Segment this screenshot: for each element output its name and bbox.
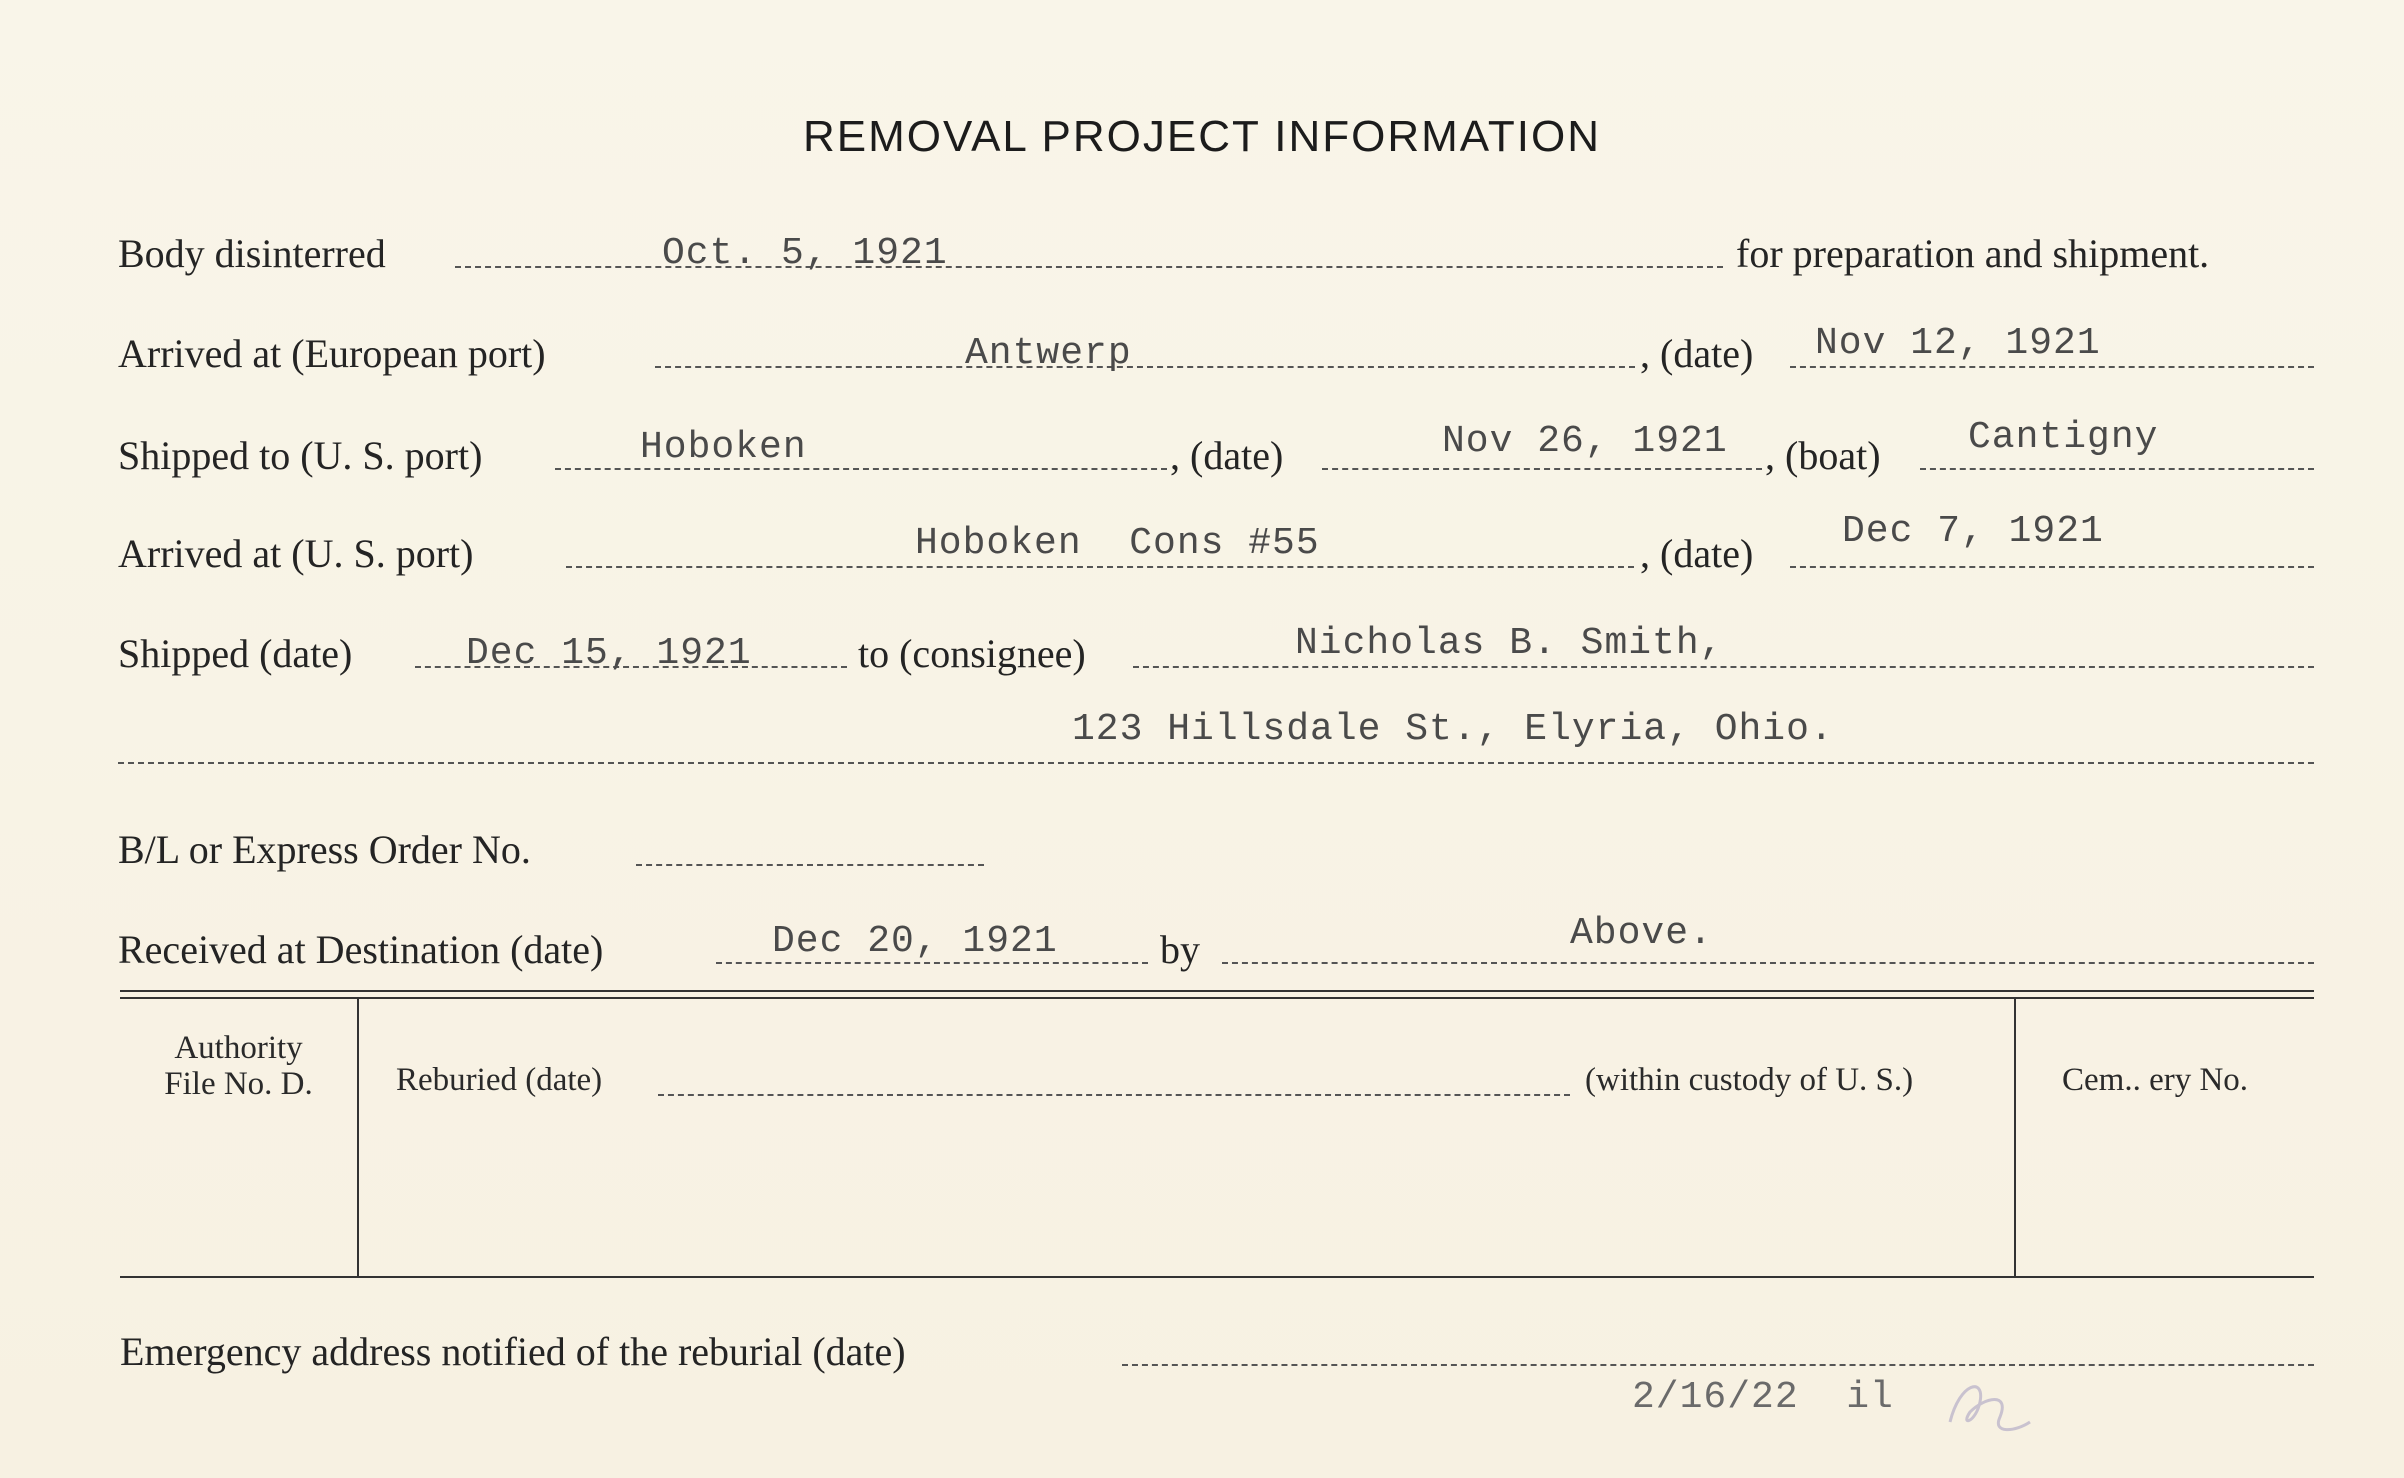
- table-top-rule-1: [120, 990, 2314, 992]
- table-divider-left: [357, 998, 359, 1276]
- shipped-to-date-label: , (date): [1170, 433, 1284, 478]
- consignee-label: to (consignee): [858, 631, 1086, 676]
- disinterred-label: Body disinterred: [118, 231, 386, 276]
- us-port-date-value: Dec 7, 1921: [1842, 510, 2104, 553]
- table-bottom-rule: [120, 1276, 2314, 1278]
- disinterred-value: Oct. 5, 1921: [662, 232, 948, 275]
- received-value: Dec 20, 1921: [772, 920, 1058, 963]
- reburied-label: Reburied (date): [396, 1062, 603, 1098]
- us-port-value: Hoboken Cons #55: [915, 522, 1320, 565]
- authority-line2: File No. D.: [164, 1066, 313, 1102]
- cemetery-label: Cem.. ery No.: [2062, 1062, 2249, 1098]
- consignee-line: [1133, 666, 2314, 668]
- shipped-to-boat-value: Cantigny: [1968, 416, 2159, 459]
- disinterred-line: [455, 266, 1723, 268]
- shipped-to-label: Shipped to (U. S. port): [118, 433, 483, 478]
- european-port-label: Arrived at (European port): [118, 331, 546, 376]
- shipped-to-boat-line: [1920, 468, 2314, 470]
- european-port-date-line: [1790, 366, 2314, 368]
- emergency-label: Emergency address notified of the reburial (date): [120, 1329, 906, 1374]
- shipped-to-boat-label: , (boat): [1765, 433, 1881, 478]
- emergency-stamp: 2/16/22 il: [1632, 1376, 1894, 1419]
- pencil-initials-mark: [1940, 1372, 2040, 1442]
- us-port-date-label: , (date): [1640, 531, 1754, 576]
- reburied-line: [658, 1094, 1570, 1096]
- received-label: Received at Destination (date): [118, 927, 604, 972]
- bl-line: [636, 864, 984, 866]
- shipped-to-date-line: [1322, 468, 1762, 470]
- emergency-line: [1122, 1364, 2314, 1366]
- us-port-line: [566, 566, 1634, 568]
- card-title: REMOVAL PROJECT INFORMATION: [803, 112, 1601, 161]
- consignee-address: 123 Hillsdale St., Elyria, Ohio.: [1072, 708, 1834, 751]
- european-port-date-label: , (date): [1640, 331, 1754, 376]
- received-by-line: [1222, 962, 2314, 964]
- address-line: [118, 762, 2314, 764]
- us-port-label: Arrived at (U. S. port): [118, 531, 474, 576]
- european-port-value: Antwerp: [965, 332, 1132, 375]
- received-by-label: by: [1160, 927, 1200, 972]
- shipped-to-value: Hoboken: [640, 426, 807, 469]
- consignee-value: Nicholas B. Smith,: [1295, 622, 1724, 665]
- shipped-label: Shipped (date): [118, 631, 353, 676]
- table-divider-right: [2014, 998, 2016, 1276]
- disinterred-suffix: for preparation and shipment.: [1736, 231, 2210, 276]
- european-port-line: [655, 366, 1635, 368]
- received-by-value: Above.: [1570, 912, 1713, 955]
- shipped-to-date-value: Nov 26, 1921: [1442, 420, 1728, 463]
- european-port-date-value: Nov 12, 1921: [1815, 322, 2101, 365]
- authority-file-header: [120, 1030, 357, 1102]
- authority-line1: Authority: [174, 1030, 303, 1066]
- us-port-date-line: [1790, 566, 2314, 568]
- bl-label: B/L or Express Order No.: [118, 827, 531, 872]
- table-top-rule-2: [120, 997, 2314, 999]
- custody-label: (within custody of U. S.): [1585, 1062, 1914, 1098]
- shipped-value: Dec 15, 1921: [466, 632, 752, 675]
